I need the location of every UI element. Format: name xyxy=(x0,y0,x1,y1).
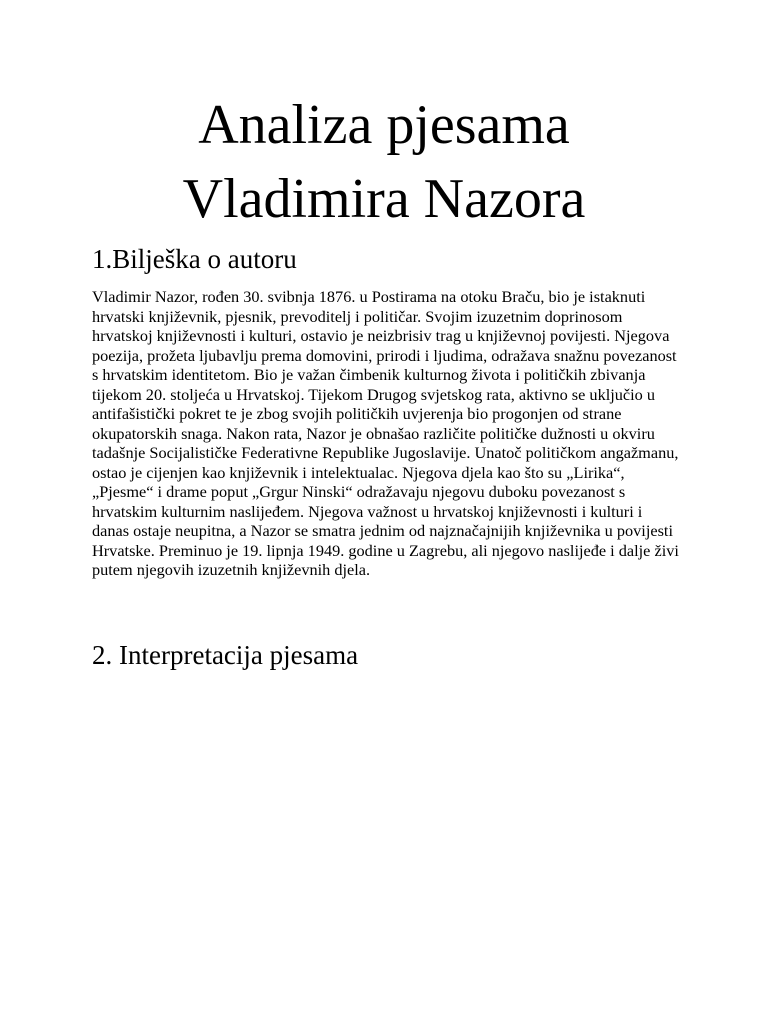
section-heading-interpretation: 2. Interpretacija pjesama xyxy=(92,640,359,670)
biography-paragraph: Vladimir Nazor, rođen 30. svibnja 1876. u Postirama na otoku Braču, bio je istaknuti hrvatski književnik, pjesnik, prevoditelj i političar. Svojim izuzetnim doprinosom hrvatskoj književnosti i kulturi, ostavio je neizbrisiv trag u književnoj povijesti. Njegova poezija, prožeta ljubavlju prema domovini, prirodi i ljudima, odražava snažnu povezanost s hrvatskim identitetom. Bio je važan čimbenik kulturnog života i političkih zbivanja tijekom 20. stoljeća u Hrvatskoj. Tijekom Drugog svjetskog rata, aktivno se uključio u antifašistički pokret te je zbog svojih političkih uvjerenja bio progonjen od strane okupatorskih snaga. Nakon rata, Nazor je obnašao različite političke dužnosti u okviru tadašnje Socijalističke Federativne Republike Jugoslavije. Unatoč političkom angažmanu, ostao je cijenjen kao književnik i intelektualac. Njegova djela kao što su „Lirika“, „Pjesme“ i drame poput „Grgur Ninski“ odražavaju njegovu duboku povezanost s hrvatskim kulturnim naslijeđem. Njegova važnost u hrvatskoj književnosti i kulturi i danas ostaje neupitna, a Nazor se smatra jednim od najznačajnijih književnika u povijesti Hrvatske. Preminuo je 19. lipnja 1949. godine u Zagrebu, ali njegovo naslijeđe i dalje živi putem njegovih izuzetnih književnih djela. xyxy=(92,287,679,579)
section-heading-biography: 1.Bilješka o autoru xyxy=(92,244,297,274)
document-title-line-2: Vladimira Nazora xyxy=(182,168,586,230)
document-title-line-1: Analiza pjesama xyxy=(198,94,570,156)
document-title xyxy=(0,88,768,236)
